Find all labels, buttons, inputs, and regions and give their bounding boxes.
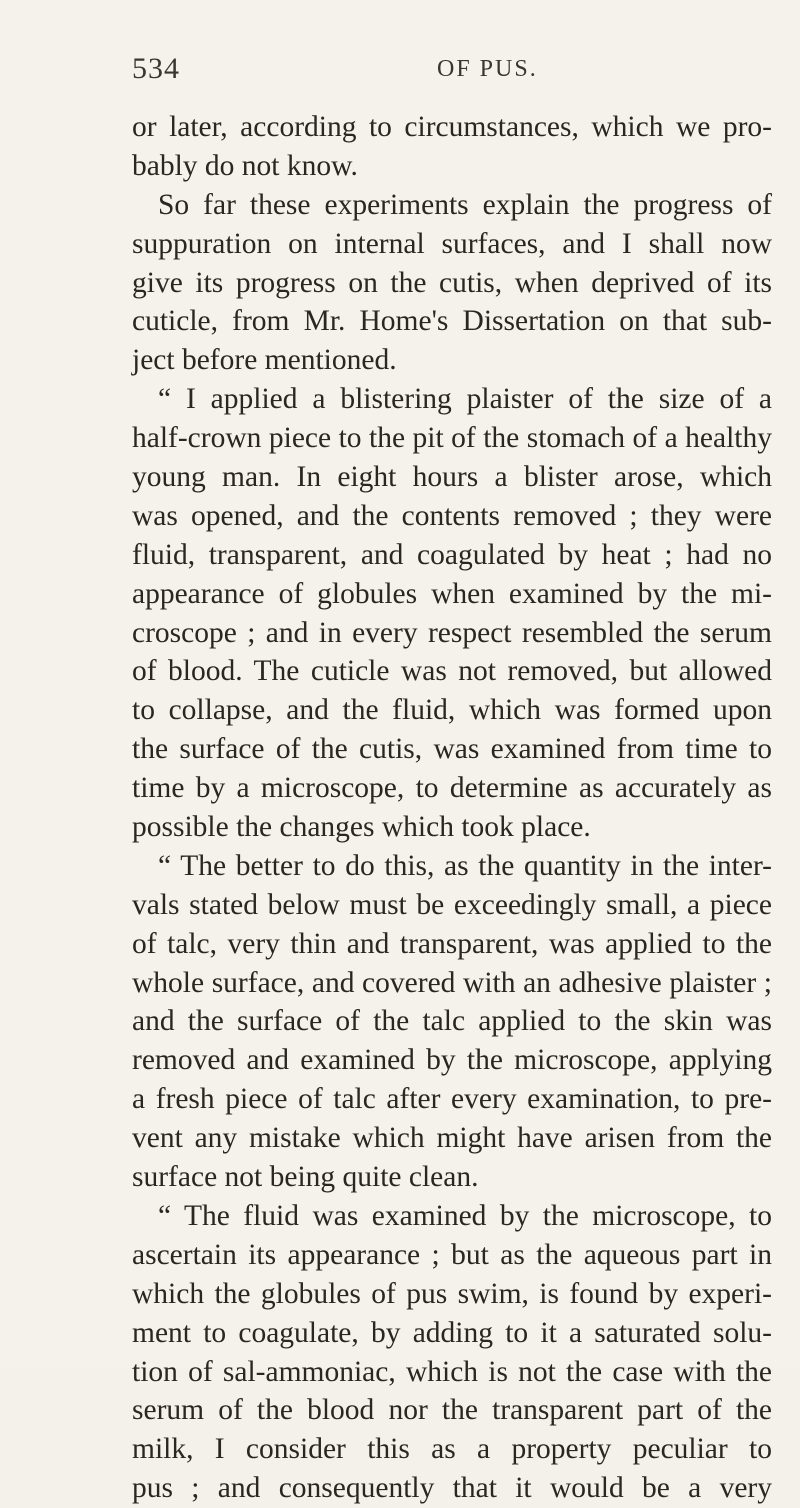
text-line: serum of the blood nor the transparent part of the [132,1394,772,1427]
text-line: ment to coagulate, by adding to it a saturated solu- [132,1316,772,1349]
text-line: removed and examined by the microscope, applying [132,1044,772,1077]
text-line: young man. In eight hours a blister arose, which [132,461,772,494]
text-line: which the globules of pus swim, is found by experi- [132,1277,772,1310]
text-line: croscope ; and in every respect resembled the serum [132,616,772,649]
text-line: or later, according to circumstances, which we pro- [132,111,772,143]
text-line: give its progress on the cutis, when deprived of its [132,266,772,299]
text-line: “ I applied a blistering plaister of the size of a [158,383,772,416]
text-line: possible the changes which took place. [132,811,591,844]
text-line: of talc, very thin and transparent, was applied to the [132,927,772,960]
text-line: suppuration on internal surfaces, and I shall now [132,227,772,260]
page-number: 534 [132,52,180,85]
body-text [132,108,772,1508]
text-line: of blood. The cuticle was not removed, but allowed [132,655,772,688]
running-head [132,52,772,92]
text-line: ascertain its appearance ; but as the aqueous part in [132,1238,772,1271]
text-line: the surface of the cutis, was examined from time to [132,733,772,766]
text-line: milk, I consider this as a property peculiar to [132,1433,772,1466]
text-line: “ The fluid was examined by the microscope, to [158,1199,772,1232]
text-line: ject before mentioned. [132,344,397,377]
text-line: half-crown piece to the pit of the stomach of a healthy [132,422,772,455]
text-line: fluid, transparent, and coagulated by heat ; had no [132,538,772,571]
text-line: and the surface of the talc applied to the skin was [132,1005,772,1038]
text-line: pus ; and consequently that it would be a very [132,1472,772,1505]
text-line: to collapse, and the fluid, which was formed upon [132,694,772,727]
text-line: So far these experiments explain the progress of [158,188,772,221]
text-line: vent any mistake which might have arisen from the [132,1122,772,1155]
text-line: vals stated below must be exceedingly small, a piece [132,888,772,921]
text-line: “ The better to do this, as the quantity in the inter- [158,849,772,882]
text-line: was opened, and the contents removed ; they were [132,499,772,532]
text-line: whole surface, and covered with an adhesive plaister ; [132,966,772,999]
text-line: time by a microscope, to determine as accurately as [132,772,772,805]
text-line: surface not being quite clean. [132,1161,479,1194]
running-title: OF PUS. [437,56,538,82]
text-line: a fresh piece of talc after every examination, to pre- [132,1083,772,1116]
text-line: appearance of globules when examined by the mi- [132,577,772,610]
text-line: bably do not know. [132,149,358,182]
text-line: cuticle, from Mr. Home's Dissertation on that sub- [132,305,772,338]
text-line: tion of sal-ammoniac, which is not the case with the [132,1355,772,1388]
